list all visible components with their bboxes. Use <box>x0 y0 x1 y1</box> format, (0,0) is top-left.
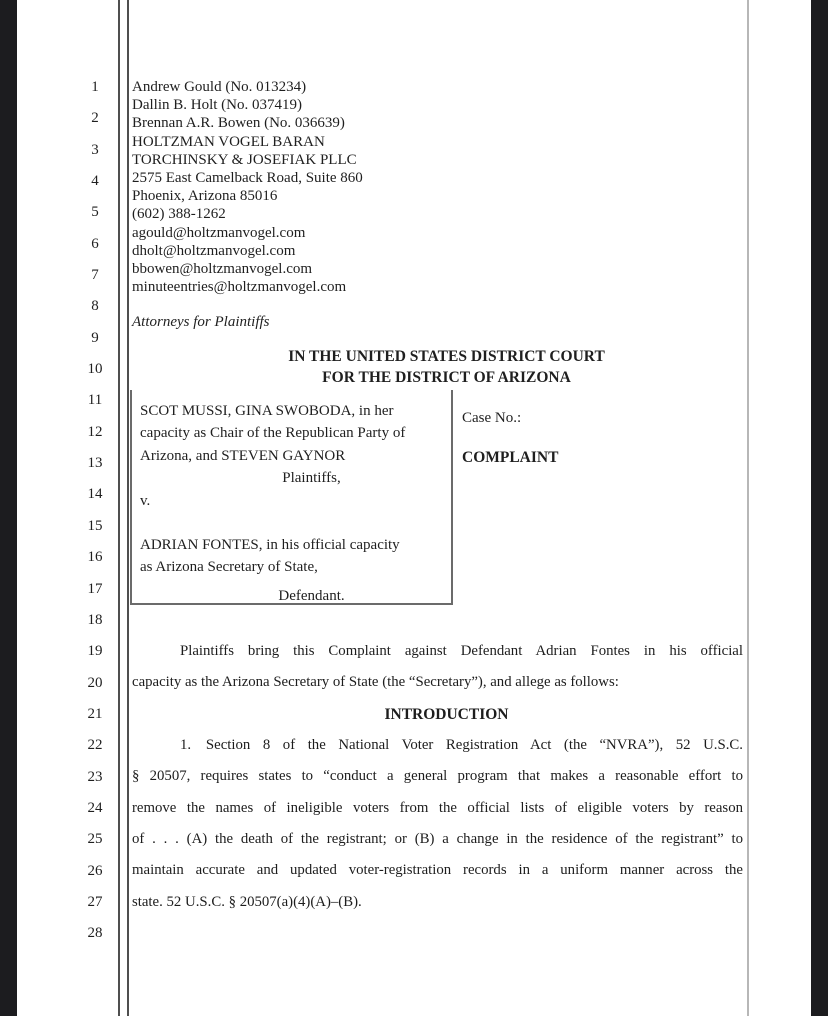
body-line: 1. Section 8 of the National Voter Registration Act (the “NVRA”), 52 U.S.C. <box>180 737 743 754</box>
line-number: 24 <box>87 799 103 816</box>
line-number: 13 <box>87 455 103 472</box>
attorney-block-line: Phoenix, Arizona 85016 <box>132 188 278 205</box>
line-number: 20 <box>87 674 103 691</box>
defendant-label: Defendant. <box>278 587 345 604</box>
attorney-block-line: (602) 388-1262 <box>132 206 226 223</box>
plaintiffs-label: Plaintiffs, <box>282 470 341 487</box>
attorney-block-line: bbowen@holtzmanvogel.com <box>132 261 313 278</box>
line-number: 14 <box>87 486 103 503</box>
line-number: 3 <box>91 141 99 158</box>
line-number: 8 <box>91 298 99 315</box>
body-line: § 20507, requires states to “conduct a general program that makes a reasonable effort to <box>132 768 743 785</box>
court-heading-line2: FOR THE DISTRICT OF ARIZONA <box>322 368 571 386</box>
defendant-name-line: as Arizona Secretary of State, <box>140 559 318 576</box>
attorney-block-line: Dallin B. Holt (No. 037419) <box>132 97 302 114</box>
line-number: 26 <box>87 862 103 879</box>
defendant-name-line: ADRIAN FONTES, in his official capacity <box>140 537 400 554</box>
attorneys-for-plaintiffs-line: Attorneys for Plaintiffs <box>132 314 270 330</box>
line-number: 15 <box>87 517 103 534</box>
line-number-column <box>76 72 114 950</box>
viewer-left-edge-band <box>0 0 17 1016</box>
plaintiff-name-line: capacity as Chair of the Republican Party of <box>140 425 406 442</box>
attorney-block-line: TORCHINSKY & JOSEFIAK PLLC <box>132 151 357 168</box>
introduction-heading: INTRODUCTION <box>384 705 509 723</box>
case-number-label: Case No.: <box>462 410 522 426</box>
attorney-block-line: minuteentries@holtzmanvogel.com <box>132 279 347 296</box>
line-number: 5 <box>91 204 99 221</box>
line-number: 1 <box>91 79 99 95</box>
line-number: 21 <box>87 705 103 722</box>
line-number: 9 <box>91 329 99 346</box>
attorney-block-line: dholt@holtzmanvogel.com <box>132 242 296 259</box>
line-number: 6 <box>91 235 99 252</box>
line-number: 22 <box>87 737 103 754</box>
defendant-names <box>132 534 451 579</box>
body-text <box>132 636 743 918</box>
attorney-block-line: 2575 East Camelback Road, Suite 860 <box>132 170 363 187</box>
body-line: capacity as the Arizona Secretary of State (the “Secretary”), and allege as follows: <box>132 674 619 691</box>
plaintiff-names <box>132 400 451 467</box>
line-number: 23 <box>87 768 103 785</box>
plaintiff-name-line: Arizona, and STEVEN GAYNOR <box>140 447 346 464</box>
attorney-block-line: HOLTZMAN VOGEL BARAN <box>132 133 325 150</box>
body-line: state. 52 U.S.C. § 20507(a)(4)(A)–(B). <box>132 893 362 910</box>
plaintiff-name-line: SCOT MUSSI, GINA SWOBODA, in her <box>140 403 394 419</box>
attorney-block-line: Brennan A.R. Bowen (No. 036639) <box>132 115 345 132</box>
line-number: 17 <box>87 580 103 597</box>
line-number: 19 <box>87 643 103 660</box>
line-number: 10 <box>87 361 103 378</box>
body-line: Plaintiffs bring this Complaint against Defendant Adrian Fontes in his official <box>180 643 743 659</box>
line-number: 7 <box>91 267 99 284</box>
complaint-title: COMPLAINT <box>462 449 559 466</box>
line-number: 4 <box>91 173 99 190</box>
body-line: remove the names of ineligible voters from the official lists of eligible voters by reason <box>132 799 743 816</box>
line-number: 12 <box>87 423 103 440</box>
attorney-block-line: agould@holtzmanvogel.com <box>132 224 306 241</box>
line-number: 16 <box>87 549 103 566</box>
line-number: 18 <box>87 611 103 628</box>
viewer-right-edge-band <box>811 0 828 1016</box>
line-number: 27 <box>87 893 103 910</box>
attorney-block-line: Andrew Gould (No. 013234) <box>132 79 307 95</box>
line-number: 25 <box>87 831 103 848</box>
line-number: 28 <box>87 925 103 942</box>
versus-label: v. <box>140 492 151 509</box>
body-line: of . . . (A) the death of the registrant; or (B) a change in the residence of the registrant” to <box>132 831 743 848</box>
line-number: 11 <box>87 392 103 409</box>
line-number: 2 <box>91 110 99 127</box>
page-right-edge-line <box>747 0 749 1016</box>
body-line: maintain accurate and updated voter-registration records in a uniform manner across the <box>132 862 743 879</box>
court-heading <box>132 347 743 388</box>
pleading-double-rule <box>118 0 129 1016</box>
attorney-block <box>132 78 552 296</box>
court-heading-line1: IN THE UNITED STATES DISTRICT COURT <box>288 348 605 365</box>
caption-box <box>130 390 453 605</box>
